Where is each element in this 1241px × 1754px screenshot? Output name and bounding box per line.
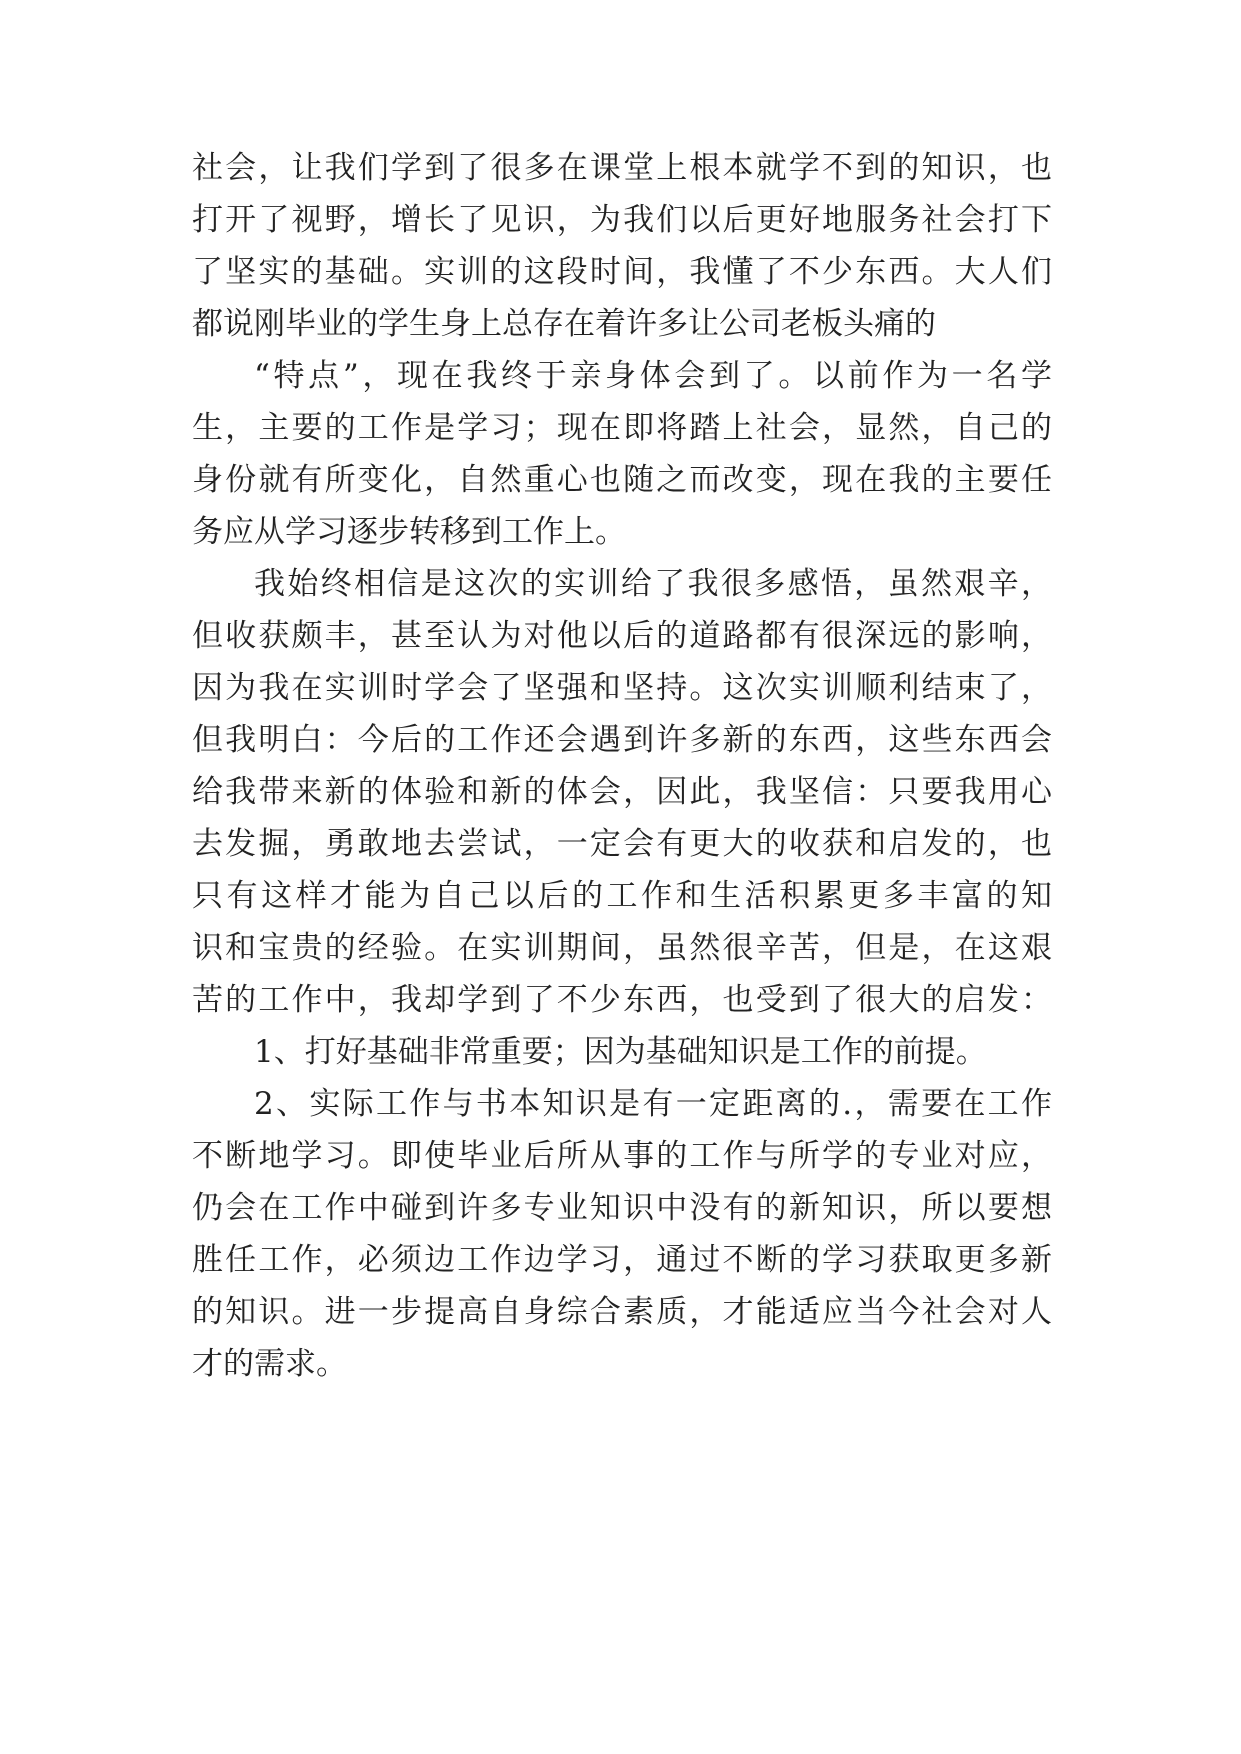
text-line: 但收获颇丰，甚至认为对他以后的道路都有很深远的影响， [192,618,1052,654]
text-line: 的知识。进一步提高自身综合素质，才能适应当今社会对人 [192,1294,1052,1330]
text-line: 1、打好基础非常重要；因为基础知识是工作的前提。 [254,1034,987,1070]
text-line: 了坚实的基础。实训的这段时间，我懂了不少东西。大人们 [192,254,1052,290]
text-line: 社会，让我们学到了很多在课堂上根本就学不到的知识，也 [192,150,1052,186]
text-line: 身份就有所变化，自然重心也随之而改变，现在我的主要任 [192,462,1052,498]
text-line: 我始终相信是这次的实训给了我很多感悟，虽然艰辛， [254,566,1052,602]
text-line: 2、实际工作与书本知识是有一定距离的.，需要在工作 [254,1086,1052,1122]
text-line: 才的需求。 [192,1346,347,1382]
text-line: 生，主要的工作是学习；现在即将踏上社会，显然，自己的 [192,410,1052,446]
text-line: 仍会在工作中碰到许多专业知识中没有的新知识，所以要想 [192,1190,1052,1226]
text-line: 打开了视野，增长了见识，为我们以后更好地服务社会打下 [192,202,1052,238]
text-line: 苦的工作中，我却学到了不少东西，也受到了很大的启发： [192,982,1052,1018]
text-line: 给我带来新的体验和新的体会，因此，我坚信：只要我用心 [192,774,1052,810]
text-line: “特点”，现在我终于亲身体会到了。以前作为一名学 [254,358,1052,394]
text-line: 只有这样才能为自己以后的工作和生活积累更多丰富的知 [192,878,1052,914]
text-line: 不断地学习。即使毕业后所从事的工作与所学的专业对应， [192,1138,1052,1174]
text-line: 去发掘，勇敢地去尝试，一定会有更大的收获和启发的，也 [192,826,1052,862]
text-line: 胜任工作，必须边工作边学习，通过不断的学习获取更多新 [192,1242,1052,1278]
text-line: 务应从学习逐步转移到工作上。 [192,514,626,550]
text-line: 识和宝贵的经验。在实训期间，虽然很辛苦，但是，在这艰 [192,930,1052,966]
text-line: 但我明白：今后的工作还会遇到许多新的东西，这些东西会 [192,722,1052,758]
text-line: 因为我在实训时学会了坚强和坚持。这次实训顺利结束了， [192,670,1052,706]
text-line: 都说刚毕业的学生身上总存在着许多让公司老板头痛的 [192,306,936,342]
